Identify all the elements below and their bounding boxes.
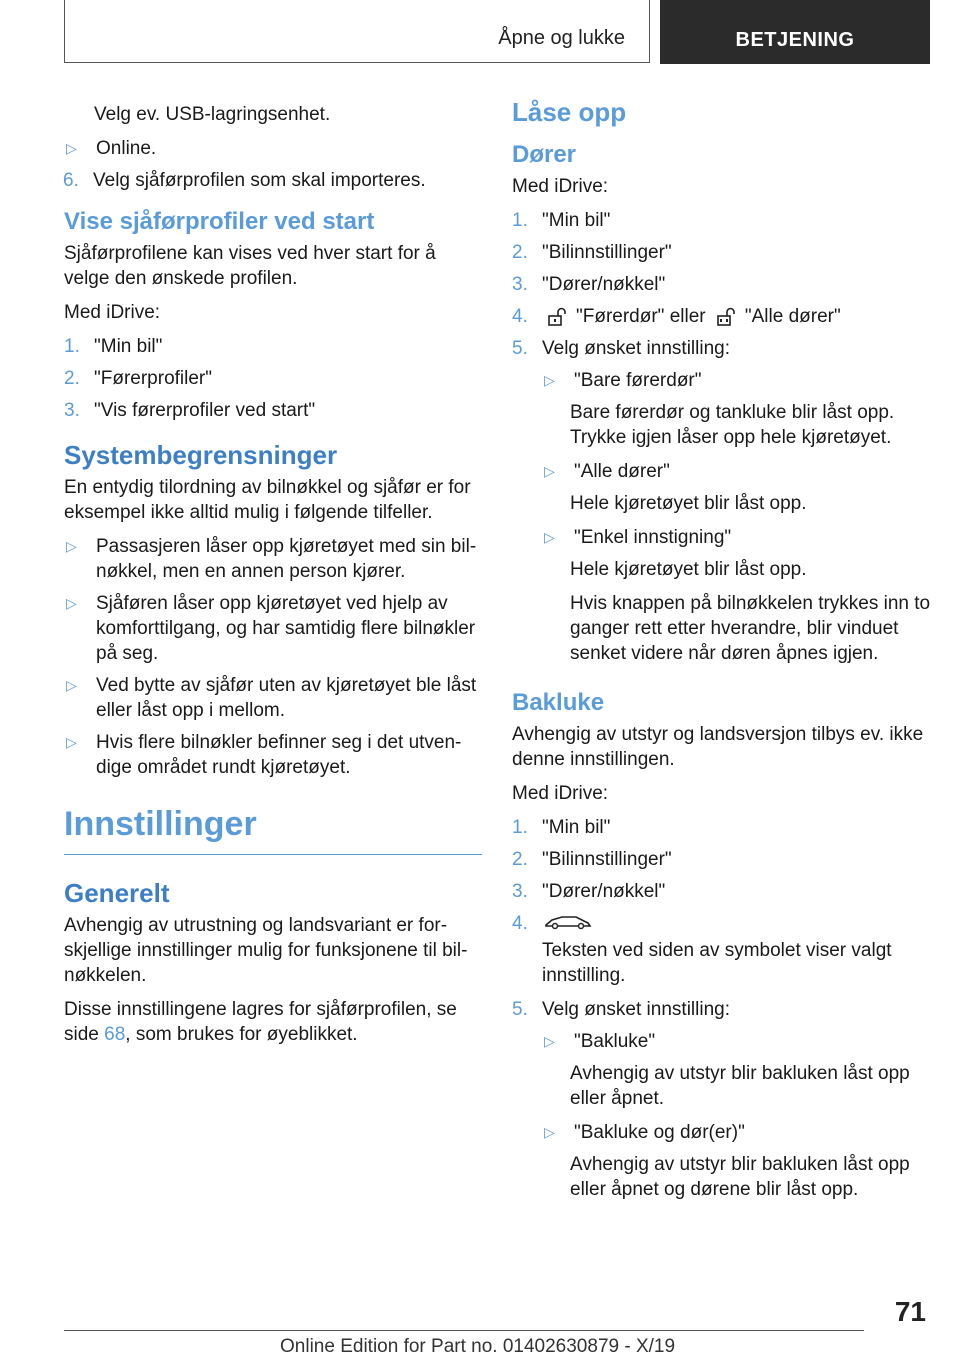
vise-heading: Vise sjåførprofiler ved start (64, 208, 375, 235)
vise-step (64, 366, 482, 391)
footer-edition: Online Edition for Part no. 01402630879 - X/19 (280, 1336, 676, 1357)
bullet-triangle-icon: ▷ (66, 677, 77, 693)
step-number: 2. (512, 242, 528, 263)
bullet-text: Passasjeren låser opp kjøretøyet med sin bil-nøkkel, men en annen person kjører. (96, 536, 477, 582)
continued-bullet: ▷ Online. (66, 138, 157, 159)
vise-intro: Sjåførprofilene kan vises ved hver start for å velge den ønskede profilen. (64, 243, 436, 289)
bakluke-option (542, 1120, 932, 1145)
bakluke-option (542, 1029, 932, 1054)
footer-divider (64, 1330, 864, 1331)
vise-step (64, 398, 482, 423)
bullet-triangle-icon: ▷ (66, 734, 77, 750)
system-bullet (64, 534, 482, 584)
option-desc: Hele kjøretøyet blir låst opp. (570, 493, 807, 514)
option-desc: Hvis knappen på bilnøkkelen trykkes inn to ganger rett etter hverandre, blir vinduet senket videre når døren åpnes igjen. (570, 593, 931, 664)
left-column (64, 96, 482, 1056)
step-number: 2. (64, 368, 80, 389)
bakluke-step (512, 879, 932, 904)
bullet-triangle-icon: ▷ (544, 372, 555, 388)
step-text: "Min bil" (542, 817, 611, 838)
option-label: "Enkel innstigning" (574, 527, 732, 548)
bullet-triangle-icon: ▷ (66, 538, 77, 554)
header-section-box (64, 0, 650, 63)
dorer-option (542, 459, 932, 484)
system-bullets (64, 534, 482, 780)
step-text: "Min bil" (542, 210, 611, 231)
generelt-p2: Disse innstillingene lagres for sjåførprofilen, se side 68, som brukes for øyeblikket. (64, 999, 457, 1045)
option-desc: Avhengig av utstyr blir bakluken låst opp eller åpnet og dørene blir låst opp. (570, 1154, 910, 1200)
dorer-steps (512, 208, 932, 297)
bullet-triangle-icon: ▷ (544, 529, 555, 545)
car-tailgate-icon (544, 911, 592, 931)
bullet-triangle-icon: ▷ (544, 463, 555, 479)
generelt-p1: Avhengig av utrustning og landsvariant er for-skjellige innstillinger mulig for funksjonene til bil-nøkkelen. (64, 915, 468, 986)
vise-idrive: Med iDrive: (64, 302, 161, 323)
bakluke-intro: Avhengig av utstyr og landsversjon tilbys ev. ikke denne innstillingen. (512, 724, 924, 770)
dorer-idrive: Med iDrive: (512, 176, 609, 197)
header-chapter-tab: BETJENING (660, 0, 930, 64)
step-number: 3. (512, 881, 528, 902)
bakluke-options (512, 1029, 932, 1202)
option-label: "Alle dører" (574, 461, 670, 482)
bakluke-idrive: Med iDrive: (512, 783, 609, 804)
step-number: 3. (64, 400, 80, 421)
dorer-option (542, 525, 932, 550)
bullet-triangle-icon: ▷ (544, 1033, 555, 1049)
right-column (512, 96, 932, 1211)
option-desc: Avhengig av utstyr blir bakluken låst opp eller åpnet. (570, 1063, 910, 1109)
vise-steps (64, 334, 482, 423)
bullet-triangle-icon: ▷ (66, 140, 77, 156)
option-label: "Bakluke og dør(er)" (574, 1122, 745, 1143)
system-intro: En entydig tilordning av bilnøkkel og sjåfør er for eksempel ikke alltid mulig i følgende tilfeller. (64, 477, 471, 523)
step-number: 2. (512, 849, 528, 870)
page-reference-link[interactable]: 68 (104, 1024, 126, 1045)
step-number: 1. (512, 210, 528, 231)
bakluke-heading: Bakluke (512, 689, 605, 716)
dorer-step-5: 5. Velg ønsket innstilling: (512, 338, 730, 359)
option-label: "Bare førerdør" (574, 370, 702, 391)
system-bullet (64, 591, 482, 666)
step-text: "Min bil" (94, 336, 163, 357)
step-text: "Vis førerprofiler ved start" (94, 400, 316, 421)
step-number: 1. (512, 817, 528, 838)
dorer-heading: Dører (512, 141, 577, 168)
bakluke-step-4: 4. (512, 911, 932, 936)
continued-step-6: 6. Velg sjåførprofilen som skal importeres. (63, 170, 426, 191)
dorer-step (512, 208, 932, 233)
bullet-triangle-icon: ▷ (66, 595, 77, 611)
step-text: "Førerprofiler" (94, 368, 212, 389)
bakluke-step4-desc: Teksten ved siden av symbolet viser valgt innstilling. (542, 940, 892, 986)
generelt-heading: Generelt (64, 878, 170, 908)
system-heading: Systembegrensninger (64, 440, 338, 470)
bakluke-step (512, 847, 932, 872)
system-bullet (64, 730, 482, 780)
step-text: "Bilinnstillinger" (542, 242, 672, 263)
step-text: "Dører/nøkkel" (542, 274, 666, 295)
bullet-text: Ved bytte av sjåfør uten av kjøretøyet ble låst eller låst opp i mellom. (96, 675, 477, 721)
system-bullet (64, 673, 482, 723)
dorer-step (512, 240, 932, 265)
page-number: 71 (894, 1296, 926, 1327)
bullet-triangle-icon: ▷ (544, 1124, 555, 1140)
bakluke-steps (512, 815, 932, 904)
continued-text: Velg ev. USB-lagringsenhet. (94, 104, 331, 125)
laase-opp-heading: Låse opp (512, 97, 627, 127)
header-section-title: Åpne og lukke (498, 27, 625, 49)
vise-step (64, 334, 482, 359)
unlock-driver-icon (546, 307, 568, 327)
step-number: 1. (64, 336, 80, 357)
option-desc: Hele kjøretøyet blir låst opp. (570, 559, 807, 580)
innstillinger-heading: Innstillinger (64, 802, 482, 855)
bullet-text: Hvis flere bilnøkler befinner seg i det utven-dige området rundt kjøretøyet. (96, 732, 462, 778)
bakluke-step-5: 5. Velg ønsket innstilling: (512, 999, 730, 1020)
dorer-options (512, 368, 932, 666)
option-label: "Bakluke" (574, 1031, 656, 1052)
page-header (64, 0, 930, 64)
dorer-step (512, 272, 932, 297)
dorer-option (542, 368, 932, 393)
step-text: "Dører/nøkkel" (542, 881, 666, 902)
bullet-text: Sjåføren låser opp kjøretøyet ved hjelp av komforttilgang, og har samtidig flere bilnøkler på seg. (96, 593, 476, 664)
step-text: "Bilinnstillinger" (542, 849, 672, 870)
unlock-all-icon (715, 307, 737, 327)
step-number: 3. (512, 274, 528, 295)
dorer-step-4: 4. "Førerdør" eller "Alle dører" (512, 306, 841, 327)
option-desc: Bare førerdør og tankluke blir låst opp. Trykke igjen låser opp hele kjøretøyet. (570, 402, 895, 448)
bakluke-step (512, 815, 932, 840)
